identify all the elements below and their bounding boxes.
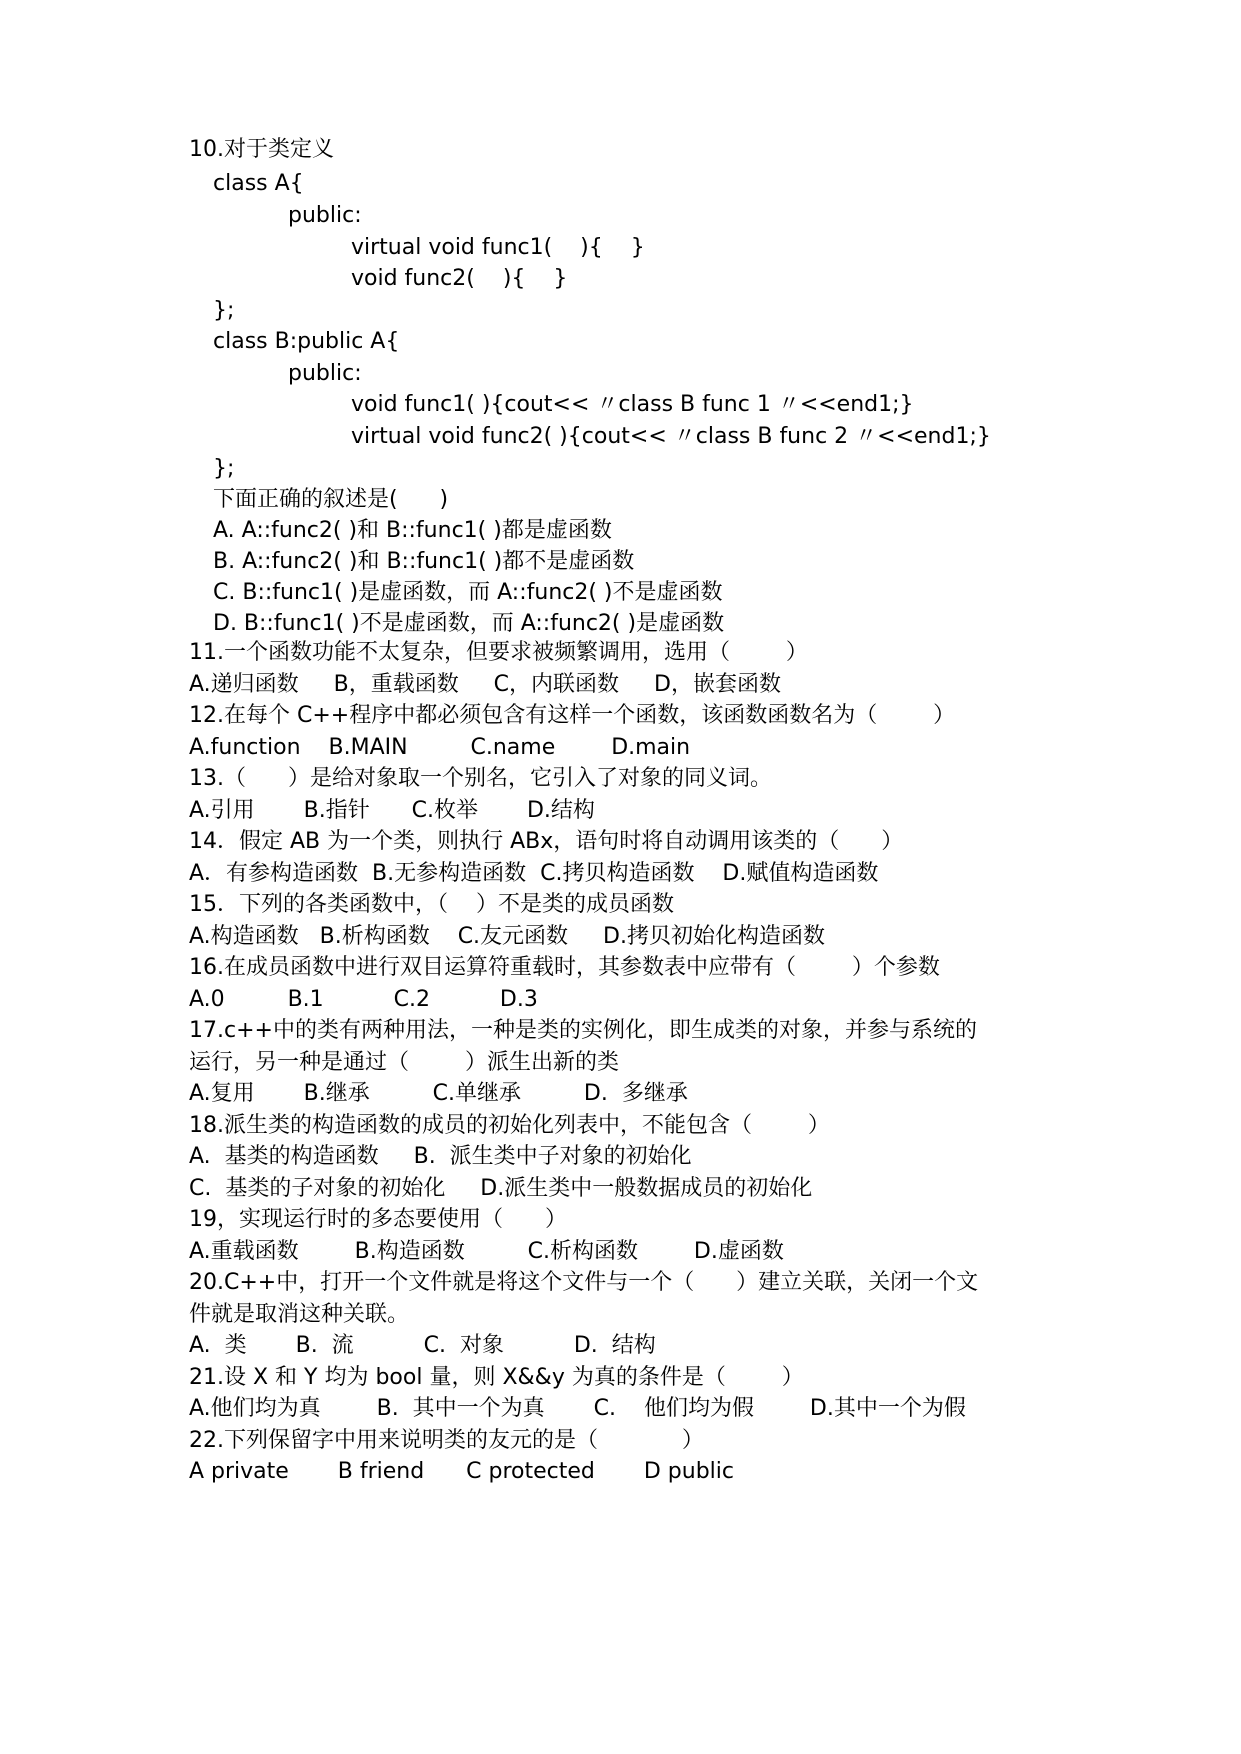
question-10-prompt: 下面正确的叙述是( ) xyxy=(213,487,449,512)
code-line: void func2( ){ } xyxy=(351,266,568,291)
question-10-option: D. B::func1( )不是虚函数，而 A::func2( )是虚函数 xyxy=(213,611,725,636)
option-line: A. 基类的构造函数 B. 派生类中子对象的初始化 xyxy=(189,1144,692,1169)
question-line: 运行，另一种是通过（ ）派生出新的类 xyxy=(189,1050,619,1075)
option-line: A．有参构造函数 B.无参构造函数 C.拷贝构造函数 D.赋值构造函数 xyxy=(189,861,879,886)
code-line: public: xyxy=(288,203,362,228)
code-line: virtual void func1( ){ } xyxy=(351,235,645,260)
option-line: A.引用 B.指针 C.枚举 D.结构 xyxy=(189,798,595,823)
question-line: 22.下列保留字中用来说明类的友元的是（ ） xyxy=(189,1428,704,1453)
question-10-option: C. B::func1( )是虚函数，而 A::func2( )不是虚函数 xyxy=(213,580,723,605)
question-10-option: B. A::func2( )和 B::func1( )都不是虚函数 xyxy=(213,549,635,574)
question-line: 18.派生类的构造函数的成员的初始化列表中，不能包含（ ） xyxy=(189,1113,830,1138)
option-line: A.构造函数 B.析构函数 C.友元函数 D.拷贝初始化构造函数 xyxy=(189,924,825,949)
option-line: A.重载函数 B.构造函数 C.析构函数 D.虚函数 xyxy=(189,1239,784,1264)
option-line: A.function B.MAIN C.name D.main xyxy=(189,735,691,760)
code-line: public: xyxy=(288,361,362,386)
question-line: 16.在成员函数中进行双目运算符重载时，其参数表中应带有（ ）个参数 xyxy=(189,955,940,980)
question-line: 14．假定 AB 为一个类，则执行 ABx，语句时将自动调用该类的（ ） xyxy=(189,829,904,854)
option-line: A.他们均为真 B. 其中一个为真 C. 他们均为假 D.其中一个为假 xyxy=(189,1396,966,1421)
question-line: 件就是取消这种关联。 xyxy=(189,1302,410,1327)
code-line: class A{ xyxy=(213,171,304,196)
code-line: }; xyxy=(213,298,235,323)
question-line: 21.设 X 和 Y 均为 bool 量，则 X&&y 为真的条件是（ ） xyxy=(189,1365,804,1390)
question-line: 20.C++中，打开一个文件就是将这个文件与一个（ ）建立关联，关闭一个文 xyxy=(189,1270,979,1295)
option-line: A.复用 B.继承 C.单继承 D. 多继承 xyxy=(189,1081,688,1106)
question-line: 19，实现运行时的多态要使用（ ） xyxy=(189,1207,567,1232)
question-line: 11.一个函数功能不太复杂，但要求被频繁调用，选用（ ） xyxy=(189,640,808,665)
question-line: 13.（ ）是给对象取一个别名，它引入了对象的同义词。 xyxy=(189,766,772,791)
option-line: A.递归函数 B，重载函数 C，内联函数 D，嵌套函数 xyxy=(189,672,781,697)
code-line: class B:public A{ xyxy=(213,329,400,354)
question-10-title: 10.对于类定义 xyxy=(189,137,334,162)
code-line: void func1( ){cout<< 〃class B func 1 〃<<end1;} xyxy=(351,392,914,417)
code-line: virtual void func2( ){cout<< 〃class B func 2 〃<<end1;} xyxy=(351,424,991,449)
option-line: A. 类 B. 流 C. 对象 D. 结构 xyxy=(189,1333,656,1358)
option-line: A.0 B.1 C.2 D.3 xyxy=(189,987,538,1012)
option-line: A private B friend C protected D public xyxy=(189,1459,734,1484)
question-10-option: A. A::func2( )和 B::func1( )都是虚函数 xyxy=(213,518,612,543)
question-line: 12.在每个 C++程序中都必须包含有这样一个函数，该函数函数名为（ ） xyxy=(189,703,956,728)
question-line: 15．下列的各类函数中，（ ）不是类的成员函数 xyxy=(189,892,674,917)
code-line: }; xyxy=(213,456,235,481)
question-line: 17.c++中的类有两种用法，一种是类的实例化，即生成类的对象，并参与系统的 xyxy=(189,1018,977,1043)
option-line: C. 基类的子对象的初始化 D.派生类中一般数据成员的初始化 xyxy=(189,1176,813,1201)
